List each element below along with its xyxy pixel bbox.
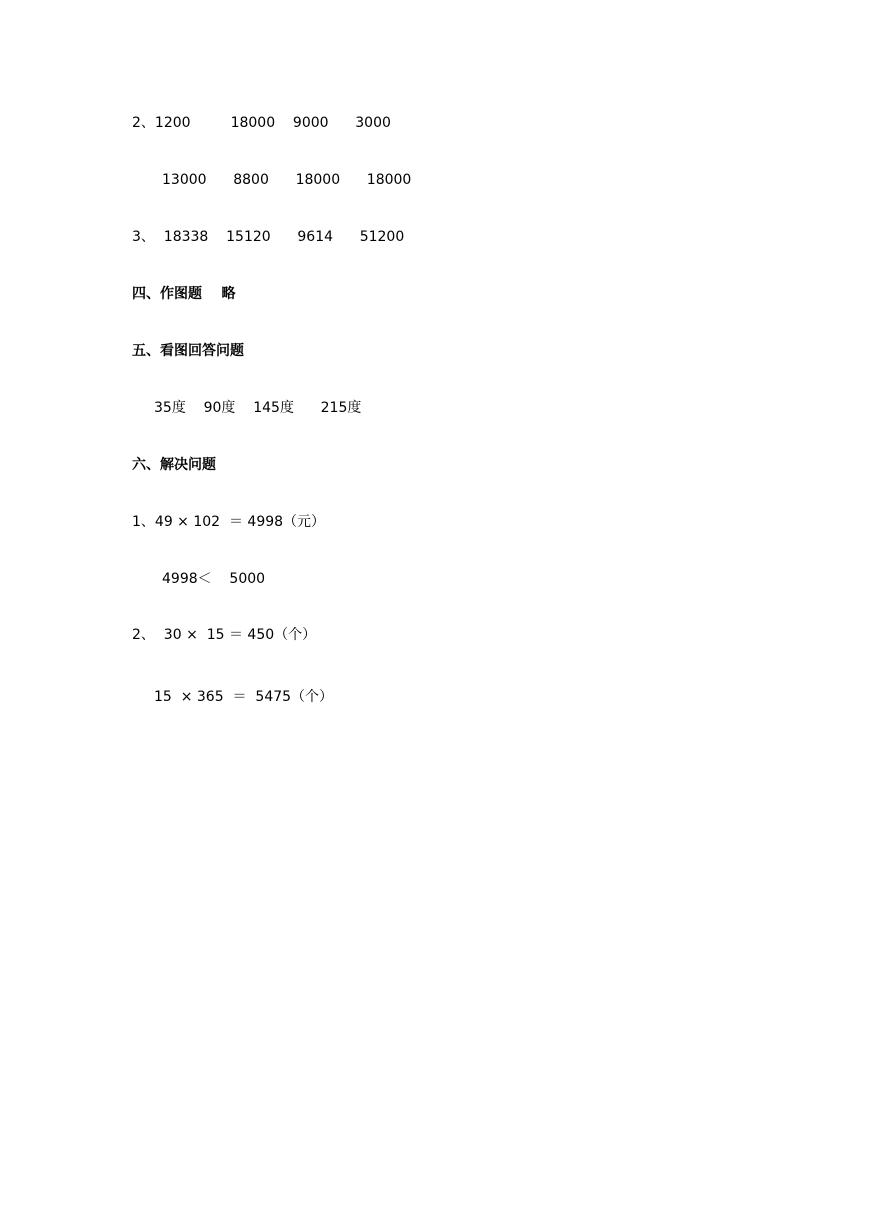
section-heading-6: 六、解决问题: [132, 457, 216, 473]
answer-line-2-row2: 13000 8800 18000 18000: [162, 172, 412, 188]
angle-answers: 35度 90度 145度 215度: [154, 400, 362, 416]
answer-line-2-row1: 2、1200 18000 9000 3000: [132, 115, 391, 131]
section-heading-4: 四、作图题 略: [132, 286, 236, 302]
section-heading-5: 五、看图回答问题: [132, 343, 244, 359]
problem-1-equation: 1、49 × 102 ＝ 4998（元）: [132, 514, 326, 530]
problem-2-equation: 2、 30 × 15 ＝ 450（个）: [132, 627, 317, 643]
answer-line-3: 3、 18338 15120 9614 51200: [132, 229, 405, 245]
problem-1-comparison: 4998＜ 5000: [162, 571, 266, 587]
problem-2-equation-2: 15 × 365 ＝ 5475（个）: [154, 689, 334, 705]
